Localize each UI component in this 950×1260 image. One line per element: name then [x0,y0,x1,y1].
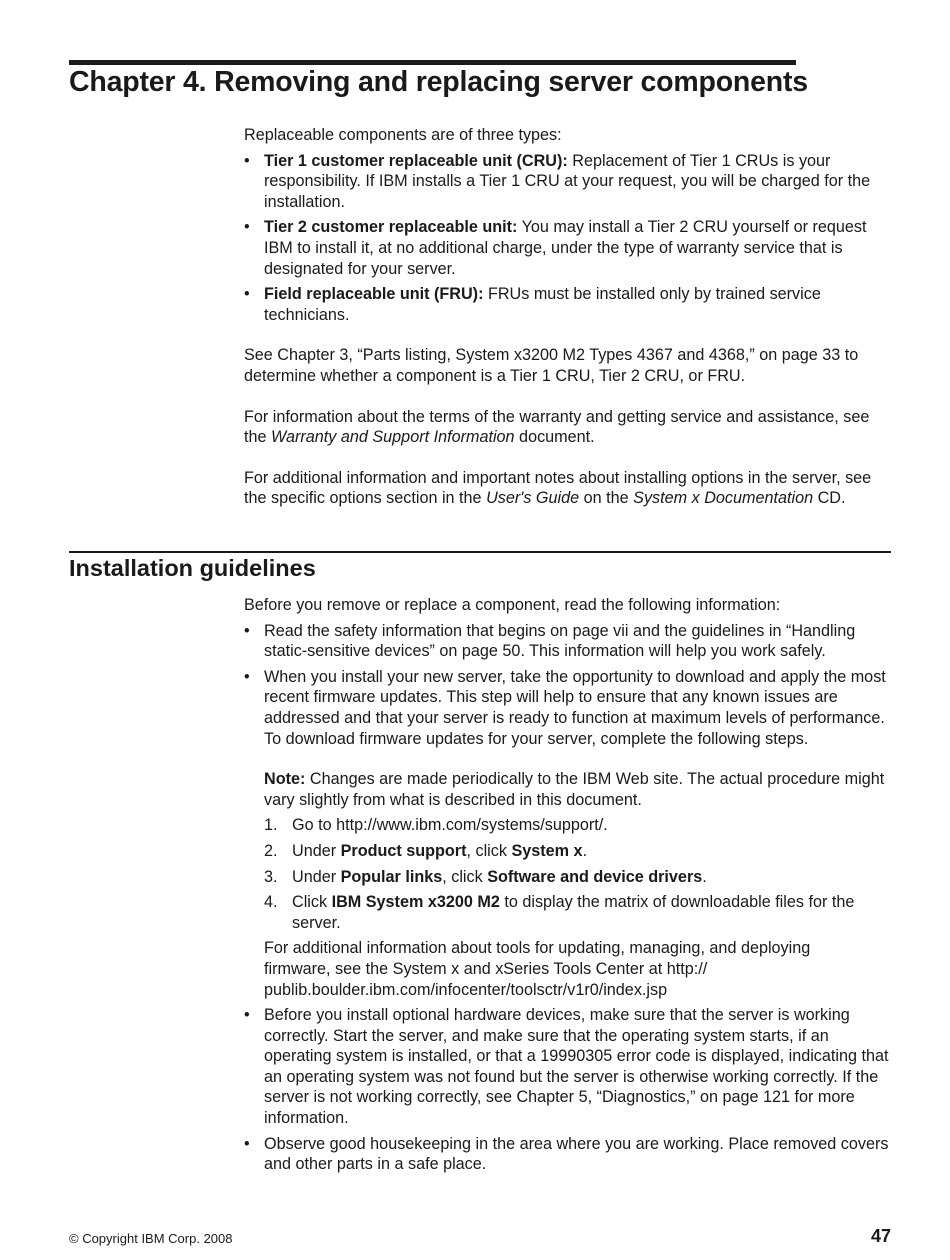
step-number: 3. [264,867,278,886]
type-term: Tier 1 customer replaceable unit (CRU): [264,151,568,170]
documentation-cd-title: System x Documentation [633,489,814,508]
list-item [244,1134,896,1175]
type-description: Replacement of Tier 1 CRUs is your responsibility. If IBM installs a Tier 1 CRU at your request, you will be charged for the installation. [264,151,871,211]
step-number: 4. [264,893,278,912]
step-text: Click [292,893,332,912]
guideline-optional-devices: Before you install optional hardware devices, make sure that the server is working correctly. Start the server, and make sure that the operating system starts, if an operating system is installed, or that a 19990305 error code is displayed, indicating that an operating system was not found but the server is otherwise working correctly. If the server is not working correctly, see Chapter 5, “Diagnostics,” on page 121 for more information. [264,1006,889,1128]
tools-center-url: publib.boulder.ibm.com/infocenter/toolsctr/v1r0/index.jsp [264,980,668,999]
step-text: . [702,867,707,886]
tools-center-line: firmware, see the System x and xSeries Tools Center at http:// [264,959,708,978]
step-text: , click [442,867,488,886]
type-term: Tier 2 customer replaceable unit: [264,218,518,237]
list-item [244,621,896,662]
chapter-intro-section [244,125,896,509]
type-description: You may install a Tier 2 CRU yourself or request IBM to install it, at no additional charge, under the type of warranty service that is designated for your server. [264,218,867,278]
step-bold: System x [511,841,583,860]
guideline-housekeeping: Observe good housekeeping in the area where you are working. Place removed covers and other parts in a safe place. [264,1134,889,1174]
users-guide-title: User's Guide [486,489,580,508]
component-types-list [244,151,896,326]
see-chapter3-paragraph: See Chapter 3, “Parts listing, System x3200 M2 Types 4367 and 4368,” on page 33 to determine whether a component is a Tier 1 CRU, Tier 2 CRU, or FRU. [244,346,859,385]
installation-intro: Before you remove or replace a component, read the following information: [244,596,781,614]
step-number: 2. [264,841,278,860]
step-bold: Popular links [340,867,443,886]
step-item [264,815,896,836]
additional-text-end: CD. [813,489,846,508]
additional-text-middle: on the [579,489,634,508]
list-item [244,284,896,325]
step-bold: Software and device drivers [487,867,703,886]
step-number: 1. [264,816,278,835]
warranty-doc-title: Warranty and Support Information [271,428,515,447]
list-item [244,1005,896,1129]
types-intro: Replaceable components are of three types: [244,126,562,144]
step-bold: IBM System x3200 M2 [331,893,500,912]
warranty-text-end: document. [514,428,595,447]
note-label: Note: [264,770,306,789]
step-item [264,841,896,862]
warranty-paragraph [244,407,896,448]
additional-info-paragraph [244,468,896,509]
list-item [244,217,896,279]
type-term: Field replaceable unit (FRU): [264,285,484,304]
step-item [264,892,896,933]
page-number: 47 [870,1226,891,1246]
chapter-title: Chapter 4. Removing and replacing server components [69,66,808,98]
step-bold: Product support [340,841,467,860]
additional-text: For additional information and important notes about installing options in the server, see the specific options section in the [244,468,872,508]
section-title: Installation guidelines [69,555,316,581]
step-text: Under [292,867,341,886]
note [264,769,896,810]
guideline-safety: Read the safety information that begins on page vii and the guidelines in “Handling static-sensitive devices” on page 50. This information will help you work safely. [264,621,856,661]
installation-section [244,595,896,1175]
firmware-steps-list [264,815,896,933]
type-description: FRUs must be installed only by trained service technicians. [264,285,821,324]
step-text: to display the matrix of downloadable files for the server. [292,893,855,932]
chapter-title-rule [69,60,796,65]
tools-center-line: For additional information about tools for updating, managing, and deploying [264,939,811,958]
installation-guidelines-list [244,621,896,1175]
step-text: , click [466,841,512,860]
step-item [264,867,896,888]
section-rule [69,551,891,553]
tools-center-paragraph [264,938,896,1000]
list-item [244,151,896,213]
warranty-text: For information about the terms of the warranty and getting service and assistance, see the [244,407,870,447]
note-text: Changes are made periodically to the IBM Web site. The actual procedure might vary slightly from what is described in this document. [264,770,885,809]
step-text: . [582,841,588,860]
step-text: Go to http://www.ibm.com/systems/support/. [292,816,608,835]
footer-copyright: © Copyright IBM Corp. 2008 [69,1231,233,1246]
guideline-firmware: When you install your new server, take the opportunity to download and apply the most recent firmware updates. This step will help to ensure that any known issues are addressed and that your server is ready to function at maximum levels of performance. To download firmware updates for your server, complete the following steps. [264,667,886,748]
list-item [244,667,896,1000]
step-text: Under [292,841,341,860]
